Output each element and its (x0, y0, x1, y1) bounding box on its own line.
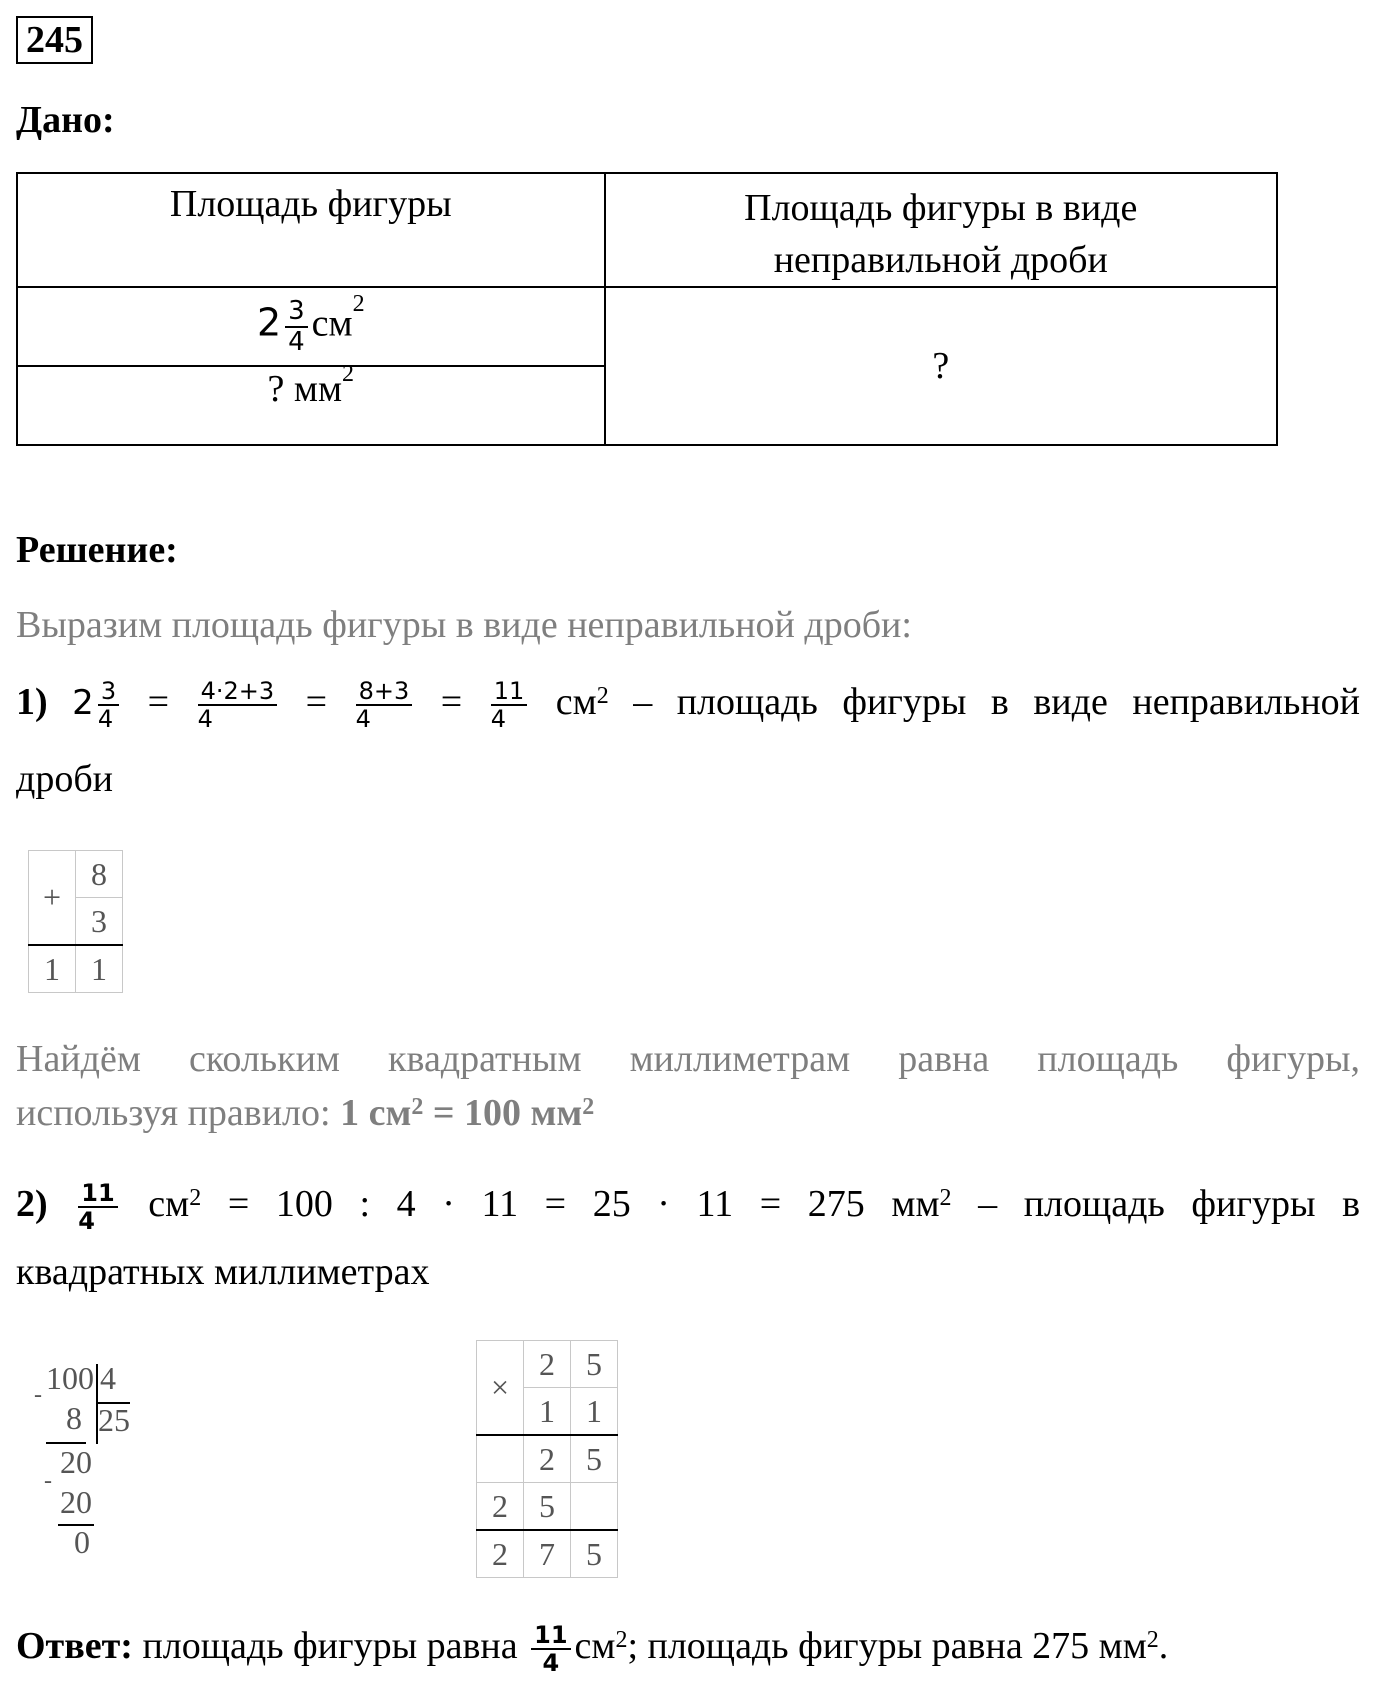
answer (16, 1606, 1168, 1686)
answer-end: . (1158, 1625, 1169, 1667)
step2-exp2: 2 (939, 1185, 952, 1211)
col2-header (605, 173, 1277, 287)
div-dividend: 100 (46, 1360, 94, 1396)
mult-cell: 1 (571, 1388, 618, 1436)
area-exp: 2 (352, 290, 365, 317)
long-division (30, 1360, 150, 1560)
intro2b-line (16, 1088, 594, 1138)
given-table (16, 172, 1278, 446)
answer-den: 4 (542, 1649, 560, 1678)
mult-cell: 2 (477, 1530, 524, 1578)
div-sub1: 8 (66, 1400, 82, 1436)
mult-cell: 5 (571, 1341, 618, 1388)
mult-cell: 2 (524, 1341, 571, 1388)
step1-f2-den: 4 (197, 705, 213, 734)
step2-tail: – площадь фигуры в (978, 1183, 1361, 1225)
div-rem2: 0 (74, 1524, 90, 1560)
step1-f3 (356, 678, 413, 733)
answer-text2: ; площадь фигуры равна 275 мм (627, 1625, 1147, 1667)
answer-exp: 2 (615, 1627, 628, 1653)
step2-num: 11 (78, 1180, 117, 1208)
step2-unit-text: см (148, 1183, 190, 1225)
mult-cell: 2 (524, 1435, 571, 1483)
div-quotient: 25 (98, 1402, 130, 1438)
intro2: Найдём скольким квадратным миллиметрам равна площадь фигуры, (16, 1038, 1360, 1080)
rule (340, 1092, 594, 1134)
step1-f3-num: 8+3 (356, 678, 413, 706)
div-rem1: 20 (60, 1444, 92, 1480)
rule-left: 1 см (340, 1092, 412, 1134)
step1-f4-num: 11 (491, 678, 528, 706)
div-minus1: - (34, 1382, 42, 1408)
step2-expr-text: = 100 : 4 · 11 = 25 · 11 = 275 мм (227, 1183, 940, 1225)
step1-f1-den: 4 (97, 705, 114, 734)
step2-expr (228, 1183, 952, 1225)
mult-cell: 5 (524, 1483, 571, 1531)
step2-exp: 2 (189, 1185, 202, 1211)
step1-label: 1) (16, 681, 48, 723)
div-minus2: - (44, 1468, 52, 1494)
intro1: Выразим площадь фигуры в виде неправильной дроби: (16, 604, 912, 646)
step1-f4-den: 4 (490, 705, 506, 734)
answer-num: 11 (531, 1622, 570, 1650)
area-whole: 2 (256, 300, 282, 345)
step2 (16, 1164, 1360, 1244)
step1-f4 (491, 678, 528, 733)
col2-header-text: Площадь фигуры в виде неправильной дроби (744, 187, 1138, 281)
step1-f3-den: 4 (355, 705, 371, 734)
answer-fraction (531, 1622, 570, 1677)
step1-f1 (98, 678, 119, 733)
step1-unit (556, 681, 609, 723)
given-heading: Дано: (16, 99, 115, 141)
step2-label: 2) (16, 1183, 48, 1225)
solution-heading: Решение: (16, 529, 178, 571)
rule-right: = 100 мм (423, 1092, 583, 1134)
add-r1: 1 (29, 945, 76, 993)
div-divisor: 4 (100, 1360, 116, 1396)
add-b: 3 (76, 898, 123, 946)
mult-cell: 1 (524, 1388, 571, 1436)
div-sub2: 20 (60, 1484, 92, 1520)
mult-cell (477, 1435, 524, 1483)
addition-grid (28, 850, 123, 993)
answer-unit: см (574, 1625, 616, 1667)
intro2b: используя правило: (16, 1092, 331, 1134)
step1-tail2: дроби (16, 758, 114, 800)
step1 (16, 662, 1360, 742)
add-a: 8 (76, 851, 123, 898)
area-cell (17, 287, 605, 366)
unknown-mm-exp: 2 (342, 361, 354, 387)
step1-f2 (198, 678, 278, 733)
step2-den: 4 (78, 1207, 95, 1236)
multiplication-grid (476, 1340, 618, 1578)
step1-unit-text: см (555, 681, 597, 723)
mult-cell (571, 1483, 618, 1531)
step2-unit (148, 1183, 201, 1225)
col1-header: Площадь фигуры (17, 173, 605, 287)
answer-text1: площадь фигуры равна (142, 1625, 518, 1667)
step1-f1-num: 3 (98, 678, 119, 706)
step2-tail2: квадратных миллиметрах (16, 1251, 430, 1293)
mult-sign: × (477, 1341, 524, 1436)
mult-cell: 7 (524, 1530, 571, 1578)
problem-number: 245 (16, 16, 93, 64)
eq1: = (147, 681, 170, 723)
eq3: = (440, 681, 463, 723)
step1-exp: 2 (596, 683, 609, 709)
mult-cell: 2 (477, 1483, 524, 1531)
step2-fraction (78, 1180, 117, 1235)
add-r2: 1 (76, 945, 123, 993)
area-num: 3 (285, 297, 308, 328)
step1-tail: – площадь фигуры в виде неправильной (633, 681, 1361, 723)
rule-exp: 2 (411, 1094, 424, 1120)
area-unit: см (311, 302, 353, 345)
area-fraction (285, 297, 308, 356)
unknown-fraction: ? (932, 345, 950, 387)
eq2: = (305, 681, 328, 723)
area-den: 4 (288, 326, 305, 357)
step1-f2-num: 4·2+3 (198, 678, 278, 706)
answer-label: Ответ: (16, 1625, 133, 1667)
step1-whole: 2 (72, 683, 94, 723)
add-sign: + (29, 851, 76, 946)
answer-exp2: 2 (1146, 1627, 1159, 1653)
unknown-mm-cell (17, 361, 605, 445)
mult-cell: 5 (571, 1435, 618, 1483)
unknown-fraction-cell (605, 287, 1277, 445)
mult-cell: 5 (571, 1530, 618, 1578)
rule-exp2: 2 (582, 1094, 595, 1120)
unknown-mm: ? мм (267, 368, 342, 410)
